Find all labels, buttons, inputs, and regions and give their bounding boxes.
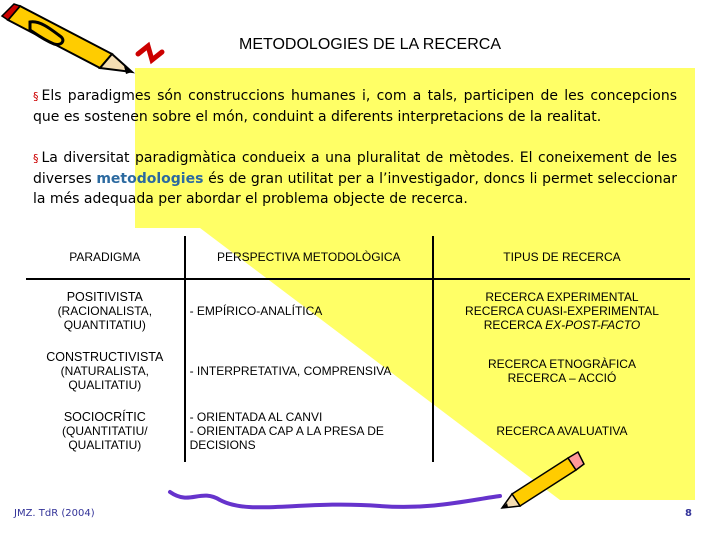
paradigm-cell xyxy=(26,279,185,342)
perspective-line: - ORIENTADA AL CANVI xyxy=(189,410,323,424)
perspective-cell: - EMPÍRICO-ANALÍTICA xyxy=(185,279,433,342)
research-type: RECERCA ETNOGRÀFICA xyxy=(487,357,636,371)
header-research-type: TIPUS DE RECERCA xyxy=(433,236,690,279)
table-row xyxy=(26,279,690,342)
paradigm-cell xyxy=(26,400,185,462)
paradigm-name: CONSTRUCTIVISTA xyxy=(46,350,164,364)
pencil-illustration-top xyxy=(2,4,162,74)
paragraph-text: Els paradigmes són construccions humanes i, com a tals, participen de les concepcions que es sostenen sobre el món, conduint a diferents interpretacions de la realitat. xyxy=(33,88,677,125)
perspective-cell xyxy=(185,400,433,462)
research-cell xyxy=(433,342,690,400)
research-type: RECERCA AVALUATIVA xyxy=(496,424,628,438)
paradigm-name: SOCIOCRÍTIC xyxy=(63,410,146,424)
bullet-marker: § xyxy=(33,90,39,103)
footer-credit: JMZ. TdR (2004) xyxy=(14,508,95,519)
research-cell xyxy=(433,400,690,462)
research-type-prefix: RECERCA xyxy=(483,318,546,332)
perspective-line: - ORIENTADA CAP A LA PRESA DE DECISIONS xyxy=(189,424,384,452)
methodologies-table xyxy=(26,236,690,462)
paragraph-paradigms xyxy=(33,86,677,127)
paradigm-subtitle: (RACIONALISTA, QUANTITATIU) xyxy=(57,304,153,332)
research-type: RECERCA CUASI-EXPERIMENTAL xyxy=(465,304,659,318)
table-header-row xyxy=(26,236,690,279)
highlighted-term: metodologies xyxy=(96,171,204,187)
paragraph-text-end: és de gran utilitat per a l’investigador, doncs li permet seleccionar la més adequada per abordar el problema objecte de recerca. xyxy=(33,171,677,207)
paragraph-diversity xyxy=(33,148,677,209)
bullet-marker: § xyxy=(33,152,39,165)
table-row xyxy=(26,342,690,400)
research-type-italic: EX-POST-FACTO xyxy=(545,318,641,332)
paradigm-subtitle: (QUANTITATIU/ QUALITATIU) xyxy=(62,424,148,452)
research-type xyxy=(438,318,686,332)
research-cell xyxy=(433,279,690,342)
header-paradigm: PARADIGMA xyxy=(26,236,185,279)
table-row xyxy=(26,400,690,462)
paradigm-name: POSITIVISTA xyxy=(66,290,143,304)
research-type: RECERCA EXPERIMENTAL xyxy=(485,290,639,304)
page-number: 8 xyxy=(685,508,692,519)
header-perspective: PERSPECTIVA METODOLÒGICA xyxy=(185,236,433,279)
paragraph-text-start: La diversitat paradigmàtica condueix a una pluralitat de mètodes. El coneixement de les diverses xyxy=(33,150,677,187)
page-title: METODOLOGIES DE LA RECERCA xyxy=(239,36,501,53)
paradigm-cell xyxy=(26,342,185,400)
research-type: RECERCA – ACCIÓ xyxy=(507,371,617,385)
paradigm-subtitle: (NATURALISTA, QUALITATIU) xyxy=(60,364,149,392)
perspective-cell: - INTERPRETATIVA, COMPRENSIVA xyxy=(185,342,433,400)
